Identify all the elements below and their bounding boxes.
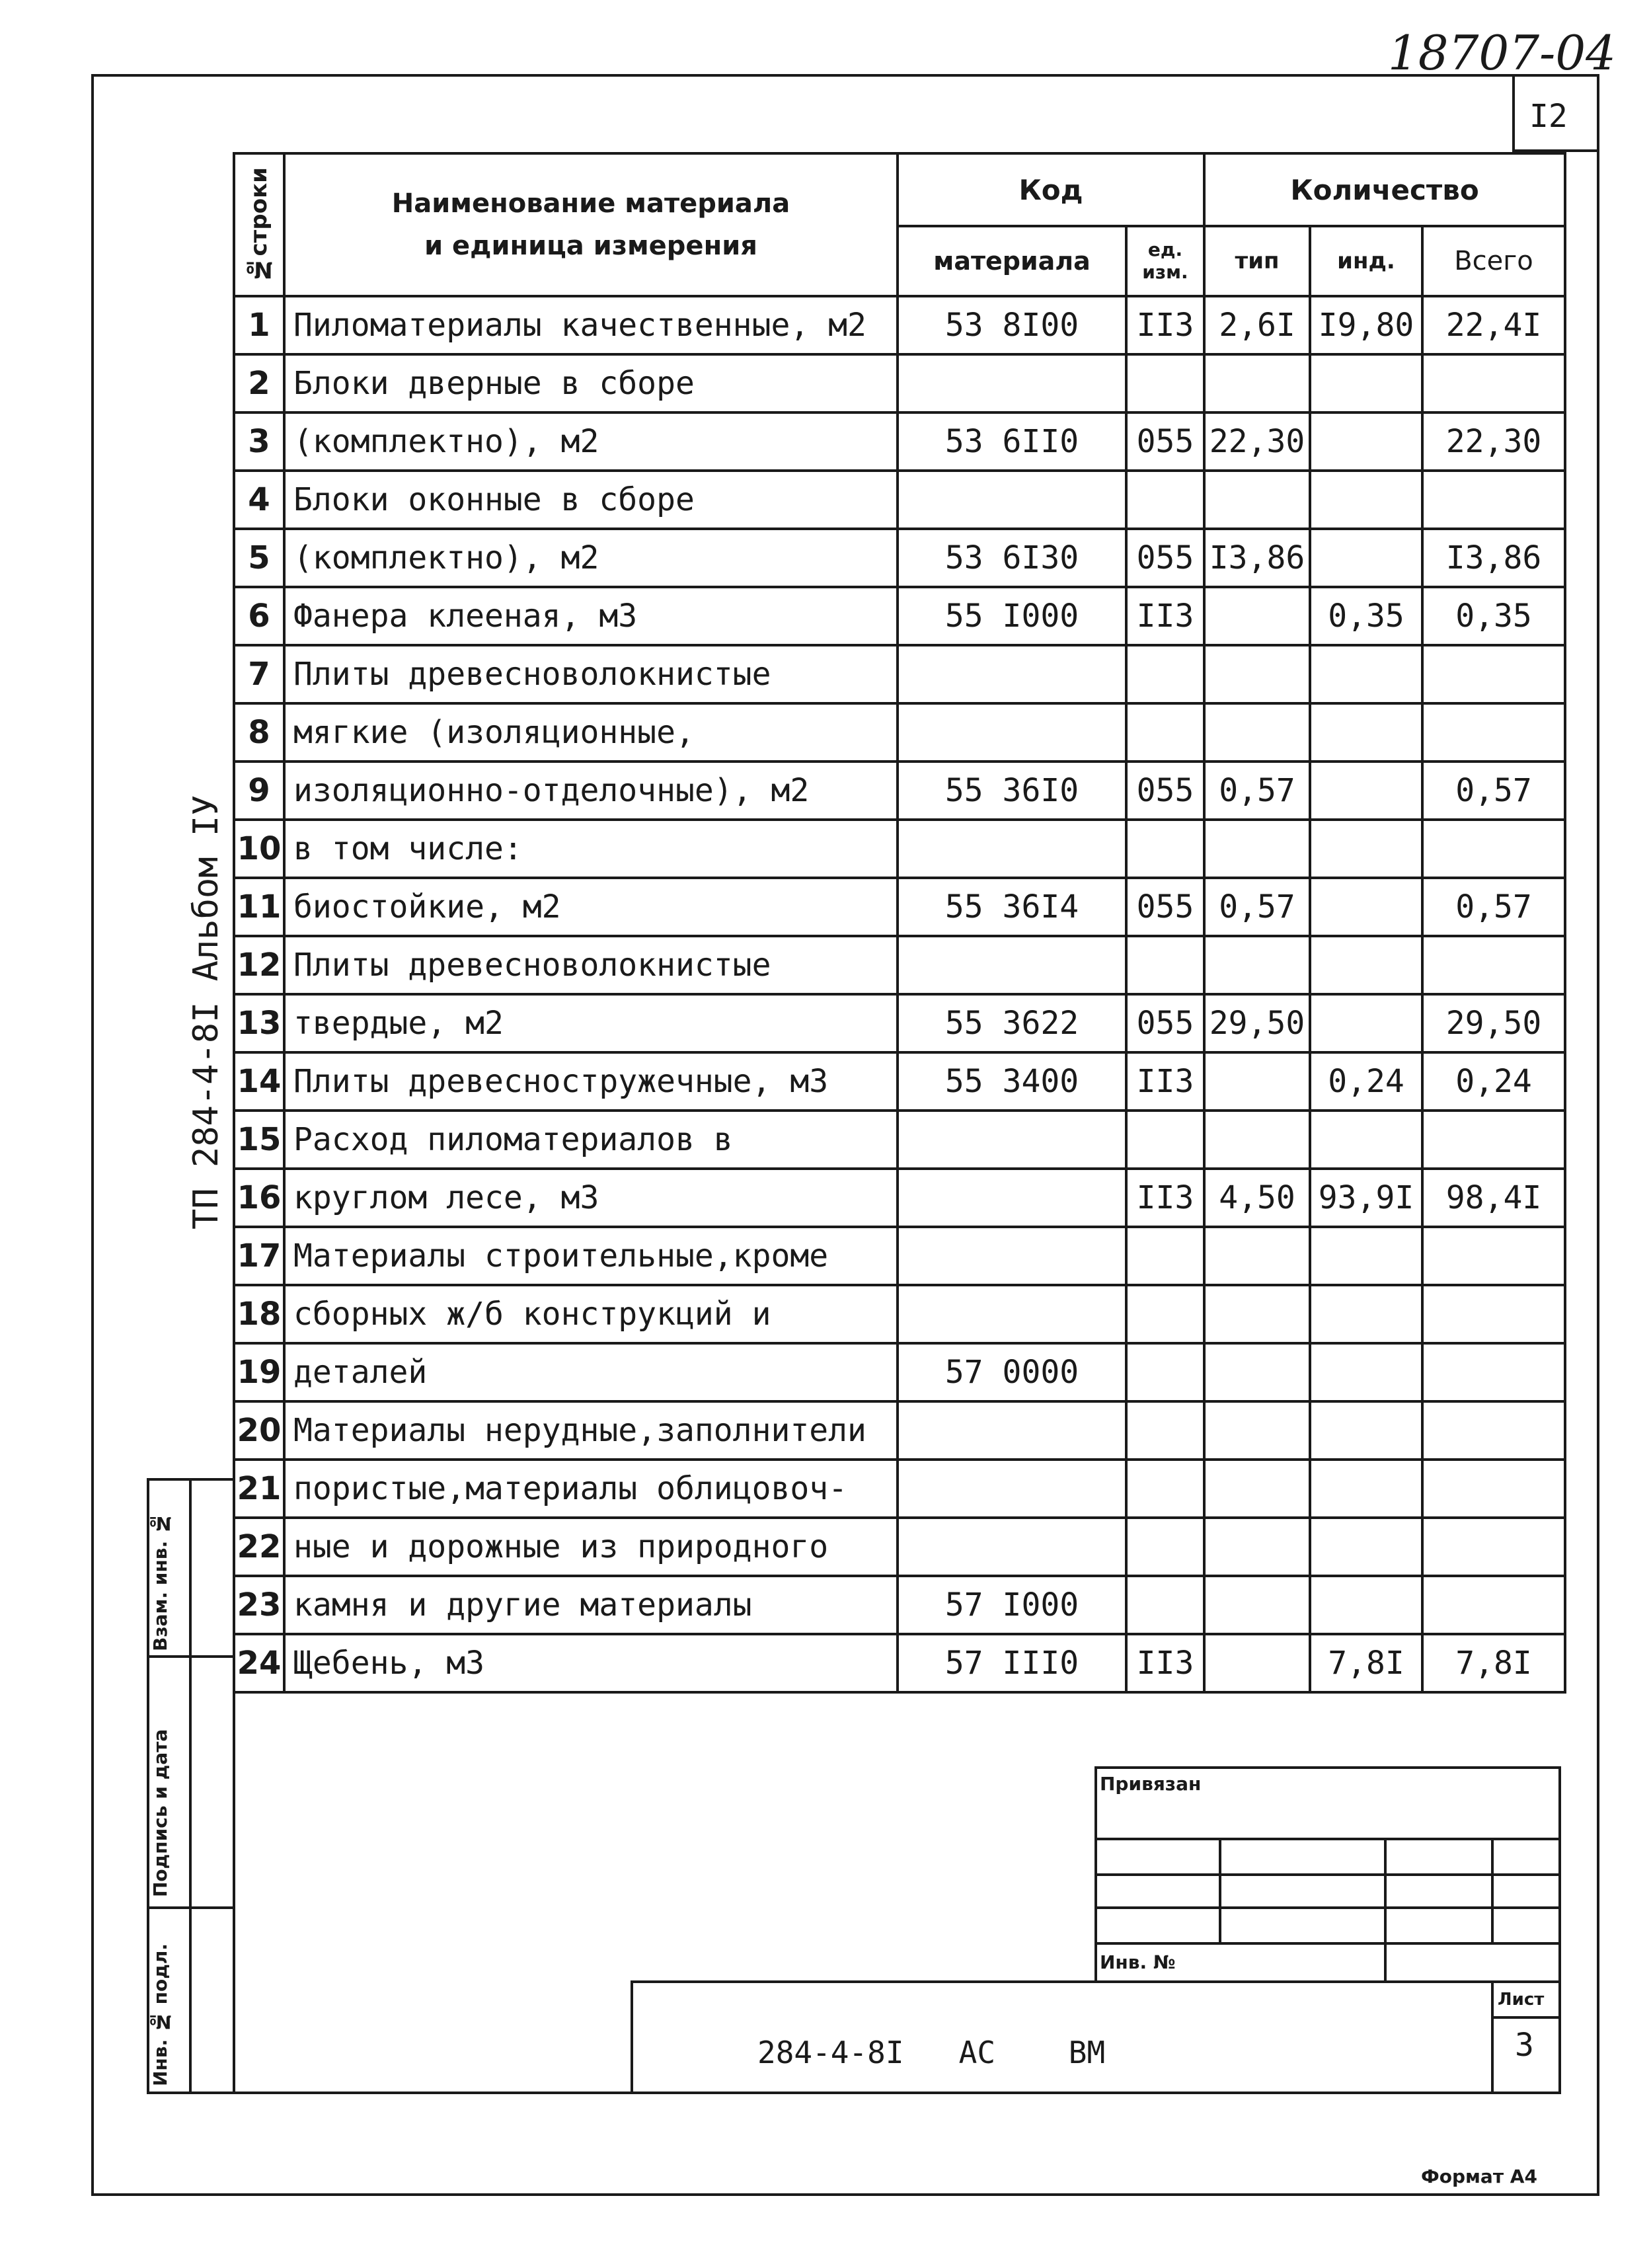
qty-total bbox=[1422, 703, 1565, 762]
inv-no-label: Инв. № bbox=[1100, 1951, 1176, 1973]
unit-code: II3 bbox=[1126, 1052, 1204, 1111]
material-code bbox=[898, 936, 1126, 994]
row-number: 7 bbox=[234, 645, 284, 703]
material-name: ные и дорожные из природного bbox=[284, 1518, 898, 1576]
qty-ind bbox=[1310, 471, 1422, 529]
header-code-unit: ед. изм. bbox=[1126, 226, 1204, 296]
qty-type: 0,57 bbox=[1204, 762, 1310, 820]
row-number: 11 bbox=[234, 878, 284, 936]
qty-ind bbox=[1310, 762, 1422, 820]
material-name: в том числе: bbox=[284, 820, 898, 878]
qty-total: 0,24 bbox=[1422, 1052, 1565, 1111]
title-block-divider bbox=[1491, 2016, 1561, 2019]
qty-type bbox=[1204, 1052, 1310, 1111]
qty-ind bbox=[1310, 1576, 1422, 1634]
material-name: твердые, м2 bbox=[284, 994, 898, 1052]
material-code: 57 0000 bbox=[898, 1343, 1126, 1401]
header-qty-total: Всего bbox=[1422, 226, 1565, 296]
qty-total: 22,4I bbox=[1422, 296, 1565, 354]
privyazan-grid bbox=[1094, 1942, 1561, 1945]
sheet-number: 3 bbox=[1515, 2027, 1534, 2064]
qty-total: 0,57 bbox=[1422, 762, 1565, 820]
table-row bbox=[234, 529, 1565, 587]
table-row bbox=[234, 645, 1565, 703]
qty-type: 22,30 bbox=[1204, 412, 1310, 471]
row-number: 5 bbox=[234, 529, 284, 587]
unit-code: II3 bbox=[1126, 587, 1204, 645]
qty-ind bbox=[1310, 1343, 1422, 1401]
stamp-inv-podl: Инв. № подл. bbox=[149, 1943, 171, 2086]
materials-table bbox=[233, 152, 1566, 1694]
material-code: 57 I000 bbox=[898, 1576, 1126, 1634]
unit-code: 055 bbox=[1126, 878, 1204, 936]
table-row bbox=[234, 296, 1565, 354]
qty-type bbox=[1204, 1285, 1310, 1343]
row-number: 4 bbox=[234, 471, 284, 529]
qty-ind bbox=[1310, 1518, 1422, 1576]
table-row bbox=[234, 1401, 1565, 1460]
table-row bbox=[234, 1460, 1565, 1518]
row-number: 15 bbox=[234, 1111, 284, 1169]
qty-ind bbox=[1310, 878, 1422, 936]
row-number: 19 bbox=[234, 1343, 284, 1401]
qty-total bbox=[1422, 936, 1565, 994]
qty-type bbox=[1204, 587, 1310, 645]
row-number: 22 bbox=[234, 1518, 284, 1576]
material-name: Плиты древесноволокнистые bbox=[284, 645, 898, 703]
qty-type: I3,86 bbox=[1204, 529, 1310, 587]
material-name: круглом лесе, м3 bbox=[284, 1169, 898, 1227]
table-row bbox=[234, 1227, 1565, 1285]
row-number: 1 bbox=[234, 296, 284, 354]
material-code: 55 36I4 bbox=[898, 878, 1126, 936]
qty-total: 0,35 bbox=[1422, 587, 1565, 645]
row-number: 2 bbox=[234, 354, 284, 412]
unit-code bbox=[1126, 471, 1204, 529]
unit-code: 055 bbox=[1126, 529, 1204, 587]
material-code: 55 3622 bbox=[898, 994, 1126, 1052]
qty-ind bbox=[1310, 994, 1422, 1052]
unit-code bbox=[1126, 1460, 1204, 1518]
qty-ind bbox=[1310, 820, 1422, 878]
qty-total bbox=[1422, 1111, 1565, 1169]
material-code bbox=[898, 1460, 1126, 1518]
table-row bbox=[234, 1111, 1565, 1169]
qty-total: 98,4I bbox=[1422, 1169, 1565, 1227]
material-name: Плиты древесностружечные, м3 bbox=[284, 1052, 898, 1111]
row-number: 14 bbox=[234, 1052, 284, 1111]
stamp-inv-vzam: Взам. инв. № bbox=[149, 1512, 171, 1651]
material-code bbox=[898, 1285, 1126, 1343]
qty-total bbox=[1422, 820, 1565, 878]
header-name: Наименование материала и единица измерения bbox=[284, 153, 898, 296]
table-row bbox=[234, 587, 1565, 645]
qty-type bbox=[1204, 471, 1310, 529]
header-row-number: №строки bbox=[234, 153, 284, 296]
material-name: деталей bbox=[284, 1343, 898, 1401]
qty-ind: 0,35 bbox=[1310, 587, 1422, 645]
material-name: (комплектно), м2 bbox=[284, 412, 898, 471]
material-code bbox=[898, 1518, 1126, 1576]
material-code: 57 III0 bbox=[898, 1634, 1126, 1692]
material-code bbox=[898, 354, 1126, 412]
qty-type bbox=[1204, 1634, 1310, 1692]
material-code bbox=[898, 1169, 1126, 1227]
row-number: 12 bbox=[234, 936, 284, 994]
row-number: 24 bbox=[234, 1634, 284, 1692]
privyazan-grid bbox=[1219, 1838, 1221, 1942]
table-row bbox=[234, 1285, 1565, 1343]
qty-type bbox=[1204, 1518, 1310, 1576]
material-name: Пиломатериалы качественные, м2 bbox=[284, 296, 898, 354]
material-name: (комплектно), м2 bbox=[284, 529, 898, 587]
material-name: Материалы нерудные,заполнители bbox=[284, 1401, 898, 1460]
unit-code bbox=[1126, 1518, 1204, 1576]
qty-type bbox=[1204, 1343, 1310, 1401]
material-name: Блоки оконные в сборе bbox=[284, 471, 898, 529]
privyazan-label: Привязан bbox=[1100, 1773, 1202, 1795]
material-code: 55 3400 bbox=[898, 1052, 1126, 1111]
qty-total: 0,57 bbox=[1422, 878, 1565, 936]
table-row bbox=[234, 703, 1565, 762]
qty-ind bbox=[1310, 1111, 1422, 1169]
row-number: 17 bbox=[234, 1227, 284, 1285]
qty-type bbox=[1204, 1227, 1310, 1285]
table-row bbox=[234, 1634, 1565, 1692]
qty-total bbox=[1422, 1227, 1565, 1285]
table-row bbox=[234, 936, 1565, 994]
unit-code bbox=[1126, 1111, 1204, 1169]
side-stamp-divider bbox=[189, 1478, 192, 2094]
qty-type bbox=[1204, 1576, 1310, 1634]
material-name: мягкие (изоляционные, bbox=[284, 703, 898, 762]
unit-code bbox=[1126, 1343, 1204, 1401]
qty-ind bbox=[1310, 1460, 1422, 1518]
qty-type bbox=[1204, 1460, 1310, 1518]
unit-code bbox=[1126, 1227, 1204, 1285]
qty-total bbox=[1422, 1285, 1565, 1343]
table-row bbox=[234, 1576, 1565, 1634]
qty-total bbox=[1422, 471, 1565, 529]
unit-code bbox=[1126, 1285, 1204, 1343]
unit-code bbox=[1126, 936, 1204, 994]
qty-ind bbox=[1310, 412, 1422, 471]
material-code bbox=[898, 1227, 1126, 1285]
table-row bbox=[234, 354, 1565, 412]
format-label: Формат А4 bbox=[1421, 2166, 1537, 2187]
qty-total bbox=[1422, 354, 1565, 412]
side-label: ТП 284-4-8I Альбом IУ bbox=[186, 795, 226, 1230]
unit-code bbox=[1126, 1576, 1204, 1634]
material-name: Материалы строительные,кроме bbox=[284, 1227, 898, 1285]
material-name: сборных ж/б конструкций и bbox=[284, 1285, 898, 1343]
qty-type bbox=[1204, 354, 1310, 412]
unit-code: 055 bbox=[1126, 762, 1204, 820]
row-number: 10 bbox=[234, 820, 284, 878]
qty-ind: 93,9I bbox=[1310, 1169, 1422, 1227]
unit-code bbox=[1126, 820, 1204, 878]
row-number: 6 bbox=[234, 587, 284, 645]
unit-code bbox=[1126, 1401, 1204, 1460]
material-name: Расход пиломатериалов в bbox=[284, 1111, 898, 1169]
row-number: 20 bbox=[234, 1401, 284, 1460]
qty-total bbox=[1422, 645, 1565, 703]
unit-code bbox=[1126, 703, 1204, 762]
bottom-area-left bbox=[233, 1653, 235, 2094]
material-name: Блоки дверные в сборе bbox=[284, 354, 898, 412]
document-designation: 284-4-8I АС ВМ bbox=[757, 2035, 1106, 2070]
sheet-label: Лист bbox=[1498, 1990, 1545, 2010]
qty-total: 7,8I bbox=[1422, 1634, 1565, 1692]
qty-ind bbox=[1310, 1285, 1422, 1343]
qty-ind bbox=[1310, 529, 1422, 587]
material-code bbox=[898, 1111, 1126, 1169]
qty-total bbox=[1422, 1401, 1565, 1460]
row-number: 16 bbox=[234, 1169, 284, 1227]
unit-code: II3 bbox=[1126, 296, 1204, 354]
qty-type bbox=[1204, 1401, 1310, 1460]
qty-ind bbox=[1310, 354, 1422, 412]
material-code bbox=[898, 820, 1126, 878]
qty-type bbox=[1204, 936, 1310, 994]
row-number: 18 bbox=[234, 1285, 284, 1343]
row-number: 8 bbox=[234, 703, 284, 762]
qty-type: 0,57 bbox=[1204, 878, 1310, 936]
unit-code: II3 bbox=[1126, 1169, 1204, 1227]
material-code: 55 I000 bbox=[898, 587, 1126, 645]
material-name: пористые,материалы облицовоч- bbox=[284, 1460, 898, 1518]
material-code bbox=[898, 645, 1126, 703]
table-row bbox=[234, 762, 1565, 820]
qty-ind bbox=[1310, 703, 1422, 762]
qty-total: I3,86 bbox=[1422, 529, 1565, 587]
header-code: Код bbox=[898, 153, 1204, 226]
unit-code: 055 bbox=[1126, 994, 1204, 1052]
material-name: Фанера клееная, м3 bbox=[284, 587, 898, 645]
header-quantity: Количество bbox=[1204, 153, 1565, 226]
privyazan-grid bbox=[1491, 1838, 1494, 1942]
header-qty-type: тип bbox=[1204, 226, 1310, 296]
qty-ind bbox=[1310, 645, 1422, 703]
material-name: Щебень, м3 bbox=[284, 1634, 898, 1692]
unit-code: II3 bbox=[1126, 1634, 1204, 1692]
qty-total: 22,30 bbox=[1422, 412, 1565, 471]
material-name: биостойкие, м2 bbox=[284, 878, 898, 936]
material-name: Плиты древесноволокнистые bbox=[284, 936, 898, 994]
page-number: I2 bbox=[1529, 98, 1568, 135]
material-code: 53 6I30 bbox=[898, 529, 1126, 587]
table-row bbox=[234, 412, 1565, 471]
header-qty-ind: инд. bbox=[1310, 226, 1422, 296]
row-number: 21 bbox=[234, 1460, 284, 1518]
qty-type bbox=[1204, 645, 1310, 703]
table-row bbox=[234, 1052, 1565, 1111]
title-block-divider bbox=[1491, 1980, 1494, 2094]
qty-type bbox=[1204, 1111, 1310, 1169]
material-name: камня и другие материалы bbox=[284, 1576, 898, 1634]
row-number: 9 bbox=[234, 762, 284, 820]
row-number: 23 bbox=[234, 1576, 284, 1634]
material-code: 53 8I00 bbox=[898, 296, 1126, 354]
material-code bbox=[898, 703, 1126, 762]
qty-type: 2,6I bbox=[1204, 296, 1310, 354]
qty-total bbox=[1422, 1518, 1565, 1576]
qty-ind: I9,80 bbox=[1310, 296, 1422, 354]
qty-type bbox=[1204, 820, 1310, 878]
table-row bbox=[234, 878, 1565, 936]
qty-ind: 7,8I bbox=[1310, 1634, 1422, 1692]
table-row bbox=[234, 820, 1565, 878]
material-code bbox=[898, 1401, 1126, 1460]
row-number: 3 bbox=[234, 412, 284, 471]
stamp-sign-date: Подпись и дата bbox=[149, 1729, 171, 1897]
material-code bbox=[898, 471, 1126, 529]
qty-ind bbox=[1310, 936, 1422, 994]
unit-code: 055 bbox=[1126, 412, 1204, 471]
header-code-material: материала bbox=[898, 226, 1126, 296]
qty-total: 29,50 bbox=[1422, 994, 1565, 1052]
table-row bbox=[234, 1169, 1565, 1227]
qty-type: 29,50 bbox=[1204, 994, 1310, 1052]
qty-type bbox=[1204, 703, 1310, 762]
unit-code bbox=[1126, 354, 1204, 412]
privyazan-grid bbox=[1384, 1838, 1387, 1983]
table-row bbox=[234, 471, 1565, 529]
archive-number: 18707-04 bbox=[1388, 25, 1616, 81]
table-row bbox=[234, 1518, 1565, 1576]
material-name: изоляционно-отделочные), м2 bbox=[284, 762, 898, 820]
qty-ind bbox=[1310, 1227, 1422, 1285]
table-row bbox=[234, 994, 1565, 1052]
qty-total bbox=[1422, 1343, 1565, 1401]
row-number: 13 bbox=[234, 994, 284, 1052]
unit-code bbox=[1126, 645, 1204, 703]
qty-ind: 0,24 bbox=[1310, 1052, 1422, 1111]
qty-total bbox=[1422, 1576, 1565, 1634]
table-row bbox=[234, 1343, 1565, 1401]
material-code: 55 36I0 bbox=[898, 762, 1126, 820]
material-code: 53 6II0 bbox=[898, 412, 1126, 471]
qty-type: 4,50 bbox=[1204, 1169, 1310, 1227]
qty-total bbox=[1422, 1460, 1565, 1518]
qty-ind bbox=[1310, 1401, 1422, 1460]
